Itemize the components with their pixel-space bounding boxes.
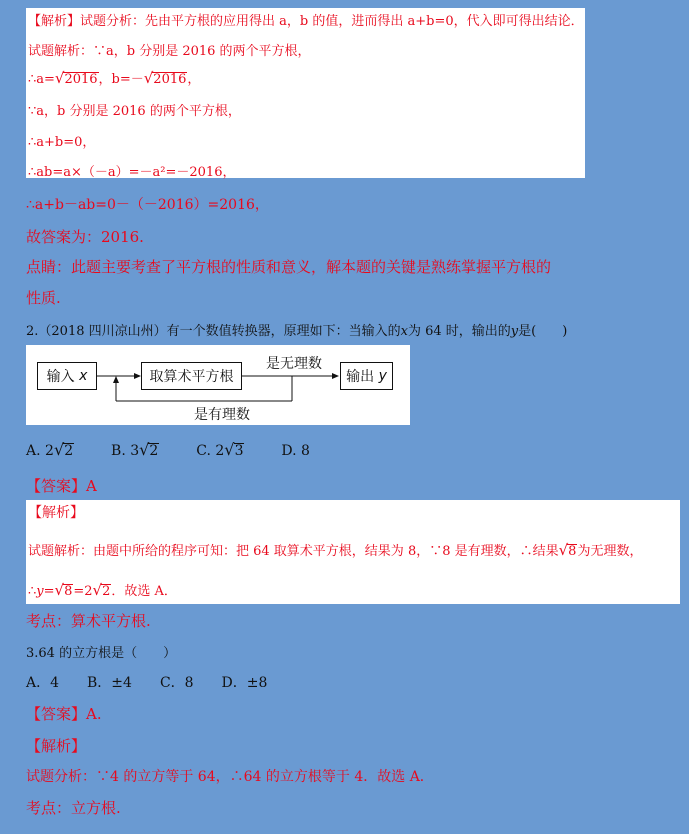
text: 是( )	[518, 324, 568, 339]
output-box	[340, 362, 393, 390]
analysis1-line1	[28, 10, 584, 29]
text: 2.（2018 四川凉山州）有一个数值转换器，原理如下：当输入的	[26, 324, 401, 339]
question-3-answer: 【答案】A.	[26, 705, 102, 723]
text: ，b=－	[98, 72, 144, 87]
flowchart	[26, 345, 410, 425]
radicand: 2	[102, 584, 111, 599]
question-3-options: A．4 B．±4 C．8 D．±8	[26, 675, 268, 691]
comment-line2: 性质.	[26, 289, 61, 307]
sqrt-sign: √	[53, 440, 65, 459]
question-3-analysis-tag: 【解析】	[26, 737, 87, 755]
text: =	[43, 584, 55, 599]
result-line: ∴a+b－ab=0－（－2016）=2016，	[26, 197, 269, 213]
analysis1-line3	[28, 68, 200, 87]
sqrt-sign: √	[224, 440, 235, 459]
input-box	[37, 362, 97, 390]
text: 试题解析：由题中所给的程序可知：把 64 取算术平方根，结果为 8，∵8 是有理数，∴结果	[28, 544, 559, 559]
analysis2-line2	[28, 580, 177, 599]
analysis2-line1	[28, 540, 642, 559]
output-label: 输出	[346, 369, 375, 385]
analysis1-line4: ∵a，b 分别是 2016 的两个平方根，	[28, 104, 241, 119]
var-y: y	[510, 324, 519, 339]
sqrt-sign: √	[92, 581, 103, 599]
text: ∴a=	[28, 72, 55, 87]
analysis-tag: 【解析】	[28, 14, 81, 29]
radicand: 3	[234, 443, 244, 459]
question-3-stem: 3.64 的立方根是（ ）	[26, 646, 177, 661]
radicand: 2	[64, 443, 74, 459]
radicand: 2016	[153, 72, 187, 87]
text: ，	[187, 72, 201, 87]
sqrt-sign: √	[143, 69, 154, 87]
radicand: 2	[149, 443, 159, 459]
process-box: 取算术平方根	[141, 362, 242, 390]
question-2-kaodian: 考点：算术平方根.	[26, 612, 151, 630]
question-2-answer: 【答案】A	[26, 477, 97, 495]
question-2-stem	[26, 320, 567, 339]
var-x: x	[400, 324, 408, 339]
radicand: 2016	[64, 72, 98, 87]
var-y: y	[378, 368, 387, 384]
analysis2-tag: 【解析】	[28, 505, 84, 521]
text: 为无理数，	[577, 544, 643, 559]
comment-line1: 点睛：此题主要考查了平方根的性质和意义，解本题的关键是熟练掌握平方根的	[26, 258, 552, 276]
option-d: D. 8	[281, 443, 310, 459]
option-a-label: A.	[26, 443, 41, 459]
question-3-analysis: 试题分析：∵4 的立方等于 64，∴64 的立方根等于 4．故选 A．	[26, 769, 434, 785]
option-b-coef: 3	[130, 443, 140, 459]
var-y: y	[36, 584, 44, 599]
sqrt-sign: √	[54, 69, 65, 87]
sqrt-sign: √	[139, 440, 150, 459]
question-2-options	[26, 440, 310, 459]
input-label: 输入	[46, 369, 75, 385]
question-3-kaodian: 考点：立方根.	[26, 799, 121, 817]
text: ∴	[28, 584, 37, 599]
irrational-label: 是无理数	[266, 356, 322, 372]
option-a-coef: 2	[45, 443, 54, 459]
option-b-label: B.	[111, 443, 126, 459]
analysis1-line5: ∴a+b=0，	[28, 135, 96, 150]
analysis-box-1	[26, 8, 585, 178]
analysis1-line2: 试题解析：∵a，b 分别是 2016 的两个平方根，	[28, 44, 311, 59]
analysis1-line6: ∴ab=a×（－a）=－a²=－2016，	[28, 165, 236, 180]
text: =2	[73, 584, 93, 599]
radicand: 8	[568, 544, 577, 559]
sqrt-sign: √	[558, 541, 569, 559]
answer-line: 故答案为：2016.	[26, 228, 144, 246]
option-c-coef: 2	[215, 443, 225, 459]
sqrt-sign: √	[54, 581, 65, 599]
text: 为 64 时，输出的	[407, 324, 511, 339]
option-c-label: C.	[196, 443, 211, 459]
var-x: x	[79, 368, 88, 384]
radicand: 8	[64, 584, 73, 599]
analysis1-line1-text: 试题分析：先由平方根的应用得出 a，b 的值，进而得出 a+b=0，代入即可得出结论．	[80, 14, 584, 29]
text: ．故选 A．	[111, 584, 177, 599]
rational-label: 是有理数	[194, 407, 250, 423]
